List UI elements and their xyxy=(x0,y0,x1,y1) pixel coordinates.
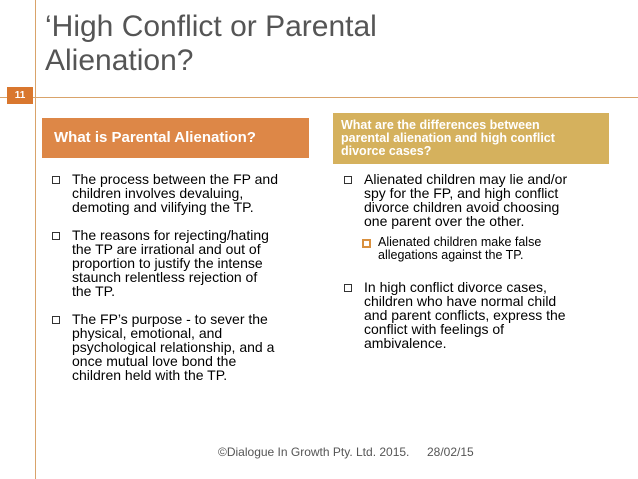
bullet-line: The process between the FP and xyxy=(72,171,278,187)
right-heading-line: divorce cases? xyxy=(341,144,432,158)
bullet-line: physical, emotional, and xyxy=(72,325,223,341)
bullet-line: the TP. xyxy=(72,283,116,299)
bullet-line: and parent conflicts, express the xyxy=(364,307,566,323)
bullet-item xyxy=(50,312,312,382)
left-column-heading: What is Parental Alienation? xyxy=(42,118,309,158)
right-column xyxy=(342,172,610,350)
bullet-item xyxy=(342,172,610,228)
bullet-line: demoting and vilifying the TP. xyxy=(72,199,254,215)
bullet-line: children involves devaluing, xyxy=(72,185,244,201)
bullet-item xyxy=(50,172,312,214)
right-column-heading xyxy=(333,113,609,164)
bullet-line: conflict with feelings of xyxy=(364,321,505,337)
bullet-line: psychological relationship, and a xyxy=(72,339,275,355)
square-bullet-icon xyxy=(52,316,60,324)
bullet-line: ambivalence. xyxy=(364,335,447,351)
square-sub-bullet-icon xyxy=(362,239,371,248)
slide-number: 11 xyxy=(7,87,33,104)
right-heading-line: What are the differences between xyxy=(341,118,540,132)
square-bullet-icon xyxy=(52,232,60,240)
sub-bullet-line: allegations against the TP. xyxy=(378,248,524,262)
bullet-line: one parent over the other. xyxy=(364,213,525,229)
bullet-line: staunch relentless rejection of xyxy=(72,269,258,285)
bullet-line: The reasons for rejecting/hating xyxy=(72,227,269,243)
bullet-item xyxy=(50,228,312,298)
title-line-2: Alienation? xyxy=(45,44,194,77)
bullet-line: Alienated children may lie and/or xyxy=(364,171,568,187)
bullet-line: once mutual love bond the xyxy=(72,353,237,369)
bullet-line: spy for the FP, and high conflict xyxy=(364,185,559,201)
sub-bullet-item xyxy=(342,236,610,262)
bullet-line: In high conflict divorce cases, xyxy=(364,279,547,295)
sub-bullet-line: Alienated children make false xyxy=(378,235,542,249)
square-bullet-icon xyxy=(344,176,352,184)
horizontal-accent-line xyxy=(0,97,638,98)
bullet-line: the TP are irrational and out of xyxy=(72,241,261,257)
square-bullet-icon xyxy=(52,176,60,184)
square-bullet-icon xyxy=(344,284,352,292)
right-heading-line: parental alienation and high conflict xyxy=(341,131,555,145)
footer-copyright: ©Dialogue In Growth Pty. Ltd. 2015. xyxy=(218,445,410,459)
left-column xyxy=(50,172,312,382)
footer-date: 28/02/15 xyxy=(427,445,474,459)
bullet-line: proportion to justify the intense xyxy=(72,255,263,271)
vertical-accent-line xyxy=(35,0,36,479)
bullet-item xyxy=(342,280,610,350)
title-line-1: ‘High Conflict or Parental xyxy=(45,10,377,43)
bullet-line: divorce children avoid choosing xyxy=(364,199,560,215)
bullet-line: The FP’s purpose - to sever the xyxy=(72,311,268,327)
slide-title xyxy=(45,10,605,78)
bullet-line: children who have normal child xyxy=(364,293,557,309)
bullet-line: children held with the TP. xyxy=(72,367,228,383)
